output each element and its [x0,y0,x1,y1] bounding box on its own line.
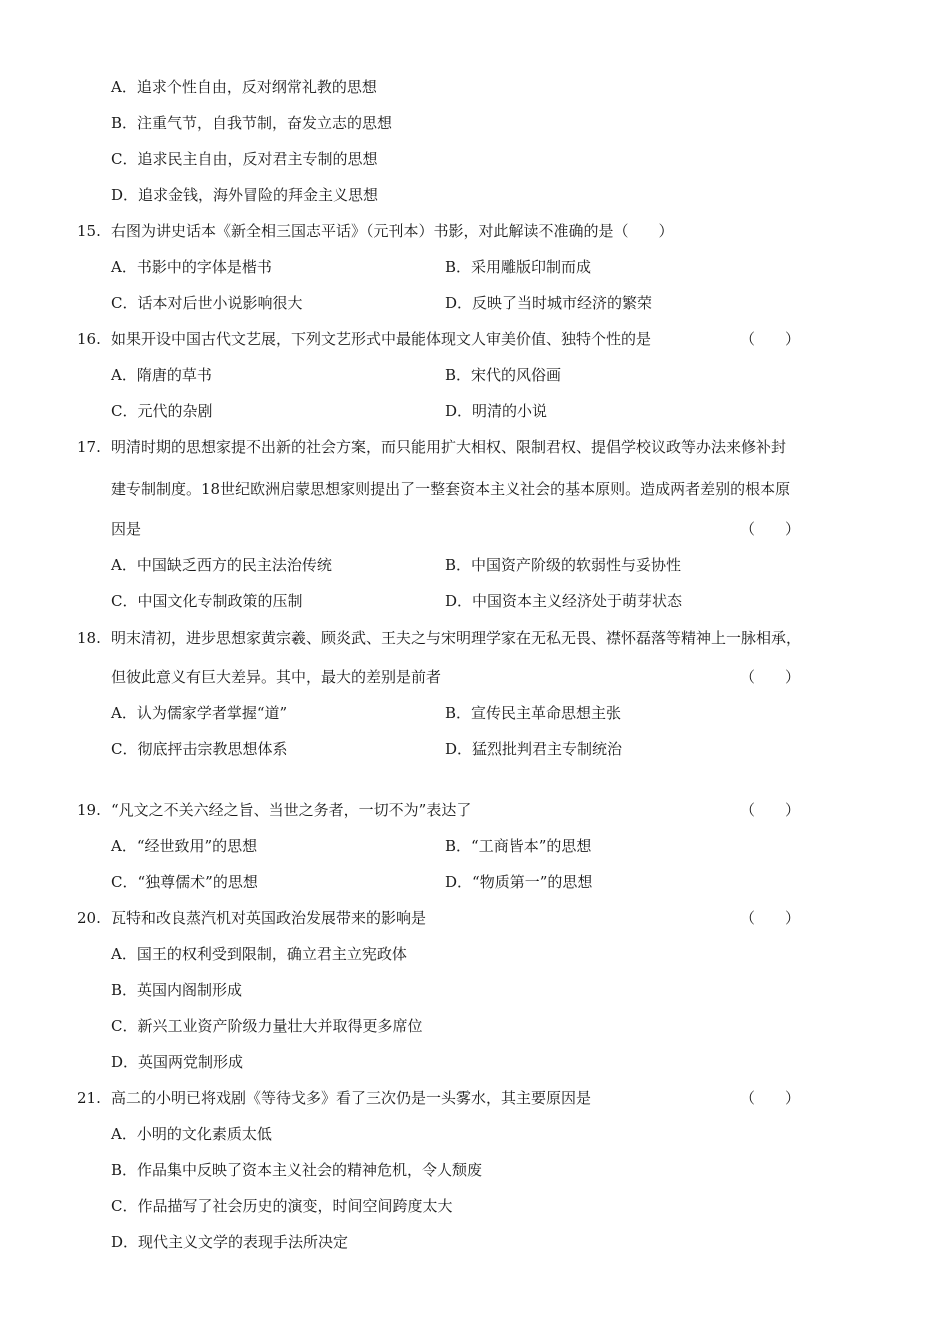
q14-option-d: D．追求金钱，海外冒险的拜金主义思想 [111,186,379,204]
q19-option-a: A．“经世致用”的思想 [111,837,258,855]
q19-stem: “凡文之不关六经之旨、当世之务者，一切不为”表达了 [111,801,472,819]
q19-number: 19. [77,801,101,819]
q16-option-a: A．隋唐的草书 [111,366,212,384]
q15-option-b: B．采用雕版印制而成 [445,258,592,276]
q18-option-d: D．猛烈批判君主专制统治 [445,740,623,758]
q20-answer-paren: （ ） [740,909,801,927]
q16-option-c: C．元代的杂剧 [111,402,213,420]
q17-stem-line3: 因是 [111,520,142,538]
q16-number: 16. [77,330,101,348]
q18-number: 18. [77,629,101,647]
q16-answer-paren: （ ） [740,330,801,348]
q14-option-b: B．注重气节，自我节制，奋发立志的思想 [111,114,393,132]
q15-number: 15. [77,222,101,240]
q14-option-c: C．追求民主自由，反对君主专制的思想 [111,150,378,168]
q19-answer-paren: （ ） [740,801,801,819]
q19-option-b: B．“工商皆本”的思想 [445,837,592,855]
q17-number: 17. [77,438,101,456]
q17-option-c: C．中国文化专制政策的压制 [111,592,303,610]
q21-option-b: B．作品集中反映了资本主义社会的精神危机，令人颓废 [111,1161,483,1179]
q17-option-b: B．中国资产阶级的软弱性与妥协性 [445,556,682,574]
q18-answer-paren: （ ） [740,668,801,686]
q17-stem-line2: 建专制制度。18世纪欧洲启蒙思想家则提出了一整套资本主义社会的基本原则。造成两者差别的根本原 [111,480,791,498]
q20-stem: 瓦特和改良蒸汽机对英国政治发展带来的影响是 [111,909,427,927]
q15-stem: 右图为讲史话本《新全相三国志平话》（元刊本）书影，对此解读不准确的是（ ） [111,222,674,240]
q16-stem: 如果开设中国古代文艺展，下列文艺形式中最能体现文人审美价值、独特个性的是 [111,330,652,348]
q20-number: 20. [77,909,101,927]
q20-option-c: C．新兴工业资产阶级力量壮大并取得更多席位 [111,1017,423,1035]
q21-stem: 高二的小明已将戏剧《等待戈多》看了三次仍是一头雾水，其主要原因是 [111,1089,592,1107]
q19-option-d: D．“物质第一”的思想 [445,873,593,891]
q18-option-c: C．彻底抨击宗教思想体系 [111,740,288,758]
q17-option-a: A．中国缺乏西方的民主法治传统 [111,556,332,574]
q17-option-d: D．中国资本主义经济处于萌芽状态 [445,592,683,610]
q15-option-c: C．话本对后世小说影响很大 [111,294,303,312]
q21-number: 21. [77,1089,101,1107]
q21-option-c: C．作品描写了社会历史的演变，时间空间跨度太大 [111,1197,453,1215]
q20-option-d: D．英国两党制形成 [111,1053,244,1071]
q14-option-a: A．追求个性自由，反对纲常礼教的思想 [111,78,377,96]
q19-option-c: C．“独尊儒术”的思想 [111,873,258,891]
q18-stem-line2: 但彼此意义有巨大差异。其中，最大的差别是前者 [111,668,442,686]
q15-option-a: A．书影中的字体是楷书 [111,258,272,276]
q18-stem-line1: 明末清初，进步思想家黄宗羲、顾炎武、王夫之与宋明理学家在无私无畏、襟怀磊落等精神上一脉相承， [111,629,802,647]
q17-stem-line1: 明清时期的思想家提不出新的社会方案，而只能用扩大相权、限制君权、提倡学校议政等办法来修补封 [111,438,787,456]
q20-option-b: B．英国内阁制形成 [111,981,243,999]
q18-option-b: B．宣传民主革命思想主张 [445,704,622,722]
q21-option-d: D．现代主义文学的表现手法所决定 [111,1233,349,1251]
q18-option-a: A．认为儒家学者掌握“道” [111,704,288,722]
q21-option-a: A．小明的文化素质太低 [111,1125,272,1143]
q21-answer-paren: （ ） [740,1089,801,1107]
q15-option-d: D．反映了当时城市经济的繁荣 [445,294,653,312]
q20-option-a: A．国王的权利受到限制，确立君主立宪政体 [111,945,407,963]
q17-answer-paren: （ ） [740,520,801,538]
q16-option-b: B．宋代的风俗画 [445,366,562,384]
q16-option-d: D．明清的小说 [445,402,548,420]
